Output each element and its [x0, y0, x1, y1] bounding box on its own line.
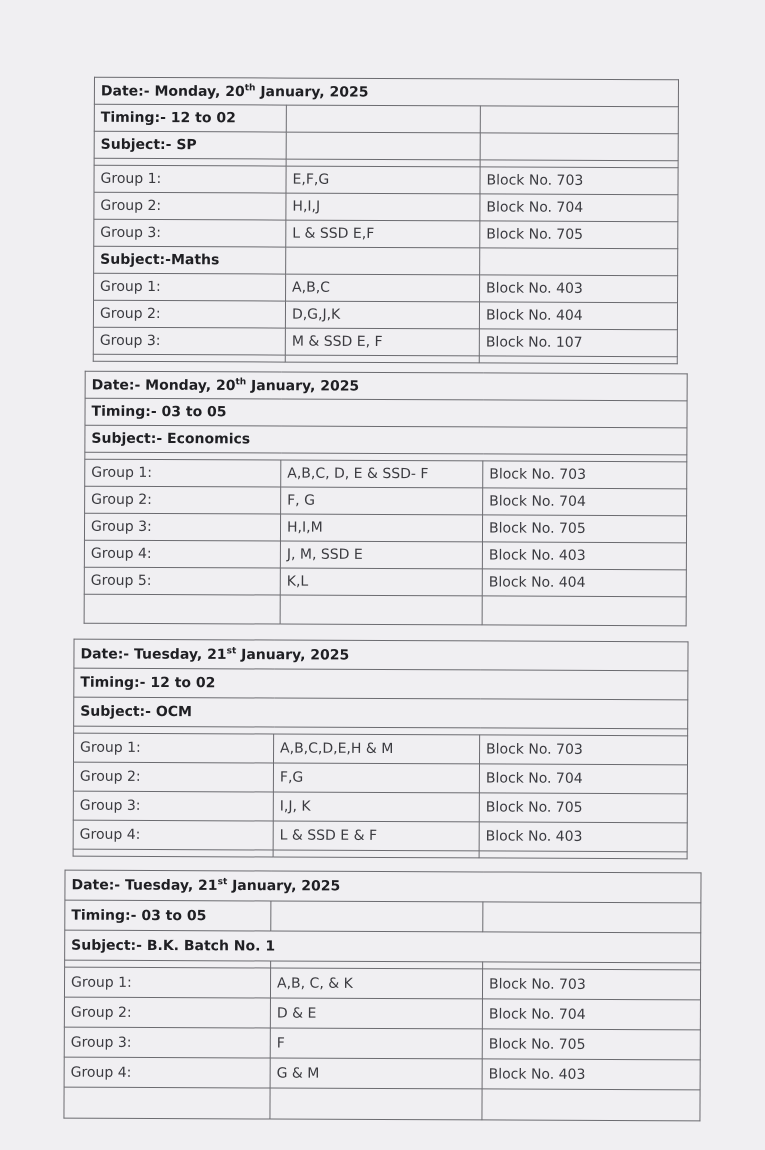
table-row	[73, 820, 687, 852]
subject-row	[65, 930, 701, 963]
date-row	[94, 77, 678, 107]
subject-cell: Subject:- OCM	[74, 697, 688, 729]
table-row	[84, 540, 686, 570]
table-row	[93, 300, 677, 330]
group-cell: Group 5:	[84, 567, 280, 595]
block-cell: Block No. 705	[479, 793, 687, 823]
subject-cell: Subject:- Economics	[85, 425, 687, 455]
block-cell: Block No. 704	[482, 999, 700, 1030]
divisions-cell: F,G	[273, 763, 479, 793]
block-cell: Block No. 705	[480, 221, 678, 249]
group-cell: Group 2:	[73, 762, 273, 792]
timing-cell: Timing:- 03 to 05	[85, 398, 687, 428]
divisions-cell: F, G	[281, 487, 483, 515]
divisions-cell: L & SSD E,F	[286, 220, 480, 248]
group-cell: Group 2:	[93, 300, 285, 328]
block-cell: Block No. 403	[482, 542, 686, 570]
group-cell: Group 4:	[84, 540, 280, 568]
group-cell: Group 1:	[85, 459, 281, 487]
date-row	[65, 870, 701, 903]
date-cell: Date:- Monday, 20th January, 2025	[94, 77, 678, 107]
table-row	[64, 1027, 700, 1060]
group-cell: Group 1:	[74, 733, 274, 763]
schedule-table-2	[84, 371, 688, 627]
subject-row	[94, 131, 678, 161]
divisions-cell: G & M	[270, 1058, 482, 1089]
divisions-cell: A,B,C, D, E & SSD- F	[281, 460, 483, 488]
block-cell: Block No. 403	[479, 822, 687, 852]
timing-cell: Timing:- 12 to 02	[94, 104, 286, 132]
subject-row	[85, 425, 687, 455]
table-row	[93, 327, 677, 357]
subject-row	[74, 697, 688, 729]
table-row	[84, 513, 686, 543]
table-row	[84, 567, 686, 597]
group-cell: Group 2:	[85, 486, 281, 514]
divisions-cell: A,B,C	[286, 274, 480, 302]
table-row	[85, 486, 687, 516]
group-cell: Group 3:	[94, 219, 286, 247]
block-cell: Block No. 704	[480, 194, 678, 222]
divisions-cell: M & SSD E, F	[285, 328, 479, 356]
group-cell: Group 4:	[64, 1057, 270, 1088]
schedule-table-3	[73, 639, 689, 860]
group-cell: Group 1:	[94, 273, 286, 301]
table-row	[94, 165, 678, 195]
group-cell: Group 1:	[94, 165, 286, 193]
subject-row	[94, 246, 678, 276]
block-cell: Block No. 403	[480, 275, 678, 303]
table-row	[64, 1057, 700, 1090]
divisions-cell: E,F,G	[286, 166, 480, 194]
date-row	[85, 371, 687, 401]
date-cell: Date:- Monday, 20th January, 2025	[85, 371, 687, 401]
divisions-cell: A,B,C,D,E,H & M	[274, 734, 480, 764]
group-cell: Group 3:	[64, 1027, 270, 1058]
group-cell: Group 1:	[64, 967, 270, 998]
block-cell: Block No. 704	[483, 488, 687, 516]
block-cell: Block No. 704	[479, 764, 687, 794]
subject-cell: Subject:- SP	[94, 131, 286, 159]
table-row	[64, 967, 700, 1000]
table-row	[74, 733, 688, 765]
block-cell: Block No. 703	[482, 969, 700, 1000]
date-row	[74, 639, 688, 671]
blank-row	[84, 594, 686, 626]
timing-cell: Timing:- 12 to 02	[74, 668, 688, 700]
subject-cell: Subject:-Maths	[94, 246, 286, 274]
table-row	[64, 997, 700, 1030]
blank-row	[64, 1087, 700, 1121]
divisions-cell: H,I,J	[286, 193, 480, 221]
block-cell: Block No. 403	[482, 1059, 700, 1090]
block-cell: Block No. 703	[480, 167, 678, 195]
timing-row	[85, 398, 687, 428]
table-row	[94, 192, 678, 222]
timing-row	[74, 668, 688, 700]
table-row	[94, 219, 678, 249]
table-row	[73, 791, 687, 823]
group-cell: Group 4:	[73, 820, 273, 850]
block-cell: Block No. 705	[482, 515, 686, 543]
timing-row	[65, 900, 701, 933]
divisions-cell: H,I,M	[280, 514, 482, 542]
date-cell: Date:- Tuesday, 21st January, 2025	[74, 639, 688, 671]
table-row	[94, 273, 678, 303]
table-row	[85, 459, 687, 489]
divisions-cell: D & E	[270, 998, 482, 1029]
date-cell: Date:- Tuesday, 21st January, 2025	[65, 870, 701, 903]
block-cell: Block No. 107	[479, 329, 677, 357]
group-cell: Group 3:	[84, 513, 280, 541]
divisions-cell: A,B, C, & K	[270, 968, 482, 999]
block-cell: Block No. 703	[479, 735, 687, 765]
divisions-cell: K,L	[280, 568, 482, 596]
group-cell: Group 2:	[94, 192, 286, 220]
group-cell: Group 3:	[93, 327, 285, 355]
divisions-cell: I,J, K	[273, 792, 479, 822]
group-cell: Group 2:	[64, 997, 270, 1028]
block-cell: Block No. 703	[483, 461, 687, 489]
divisions-cell: J, M, SSD E	[280, 541, 482, 569]
block-cell: Block No. 404	[482, 569, 686, 597]
group-cell: Group 3:	[73, 791, 273, 821]
timing-cell: Timing:- 03 to 05	[65, 900, 271, 931]
block-cell: Block No. 705	[482, 1029, 700, 1060]
exam-schedule-sheet	[55, 75, 710, 1144]
schedule-table-1	[93, 77, 679, 365]
schedule-table-4	[63, 870, 701, 1122]
table-row	[73, 762, 687, 794]
block-cell: Block No. 404	[479, 302, 677, 330]
timing-row	[94, 104, 678, 134]
divisions-cell: L & SSD E & F	[273, 821, 479, 851]
divisions-cell: D,G,J,K	[285, 301, 479, 329]
subject-cell: Subject:- B.K. Batch No. 1	[65, 930, 701, 963]
divisions-cell: F	[270, 1028, 482, 1059]
